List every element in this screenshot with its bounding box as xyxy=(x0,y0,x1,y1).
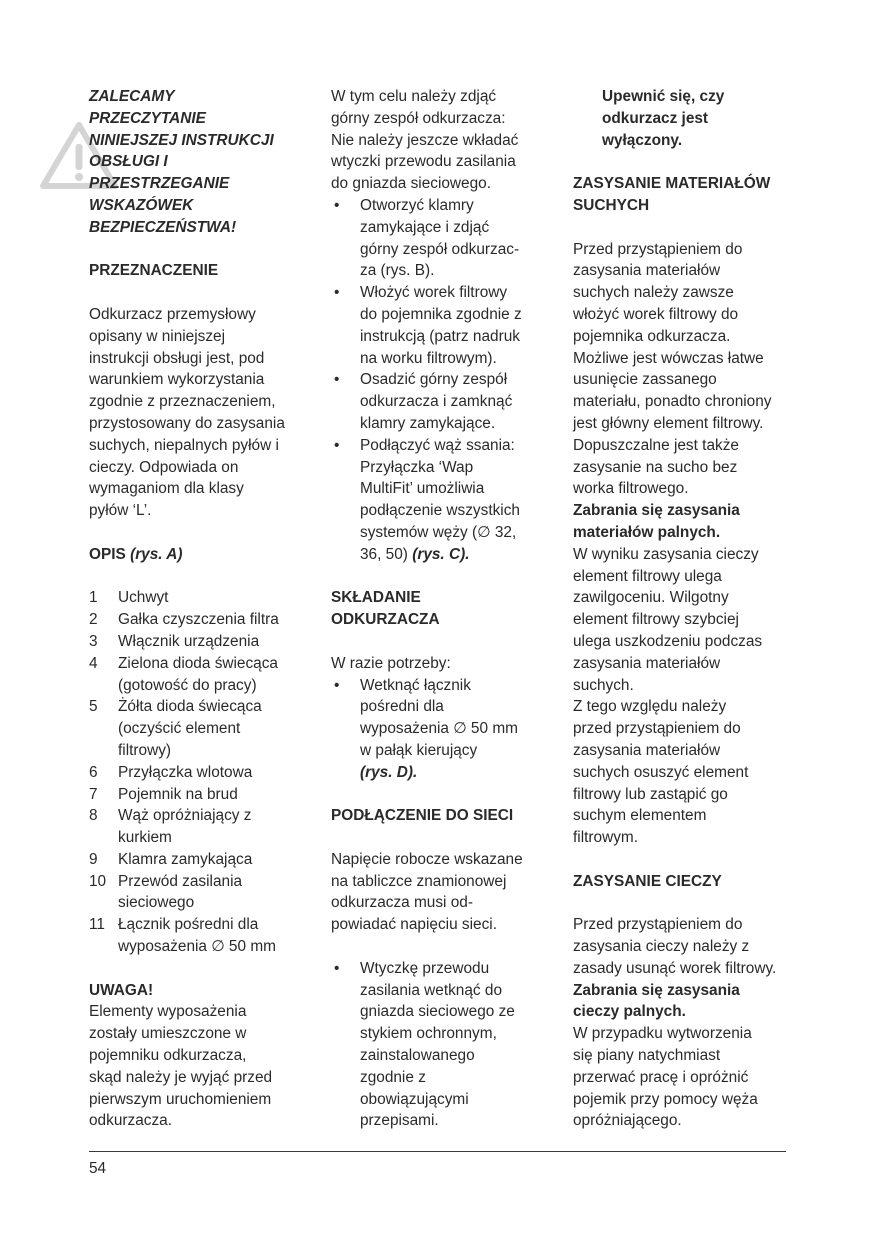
text-line: Nie należy jeszcze wkładać xyxy=(331,131,519,149)
text-line: zasysanie na sucho bez xyxy=(573,458,738,476)
dry-text-2 xyxy=(573,544,795,849)
text-line: PRZECZYTANIE xyxy=(89,109,206,127)
text-line: zainstalowanego xyxy=(360,1047,475,1065)
column-2 xyxy=(331,86,553,1132)
text-line: odkurzacza i zamknąć xyxy=(360,393,513,411)
text-line: wyłączony. xyxy=(602,131,683,149)
text-line: OBSŁUGI I xyxy=(89,153,168,171)
liquid-text-2 xyxy=(573,1023,795,1132)
warning-text xyxy=(89,1001,311,1132)
item-text xyxy=(118,696,311,761)
text-line: suchym elementem xyxy=(573,807,707,825)
page-number: 54 xyxy=(89,1160,107,1177)
text-line: Upewnić się, czy xyxy=(602,88,725,105)
text-line: element filtrowy ulega xyxy=(573,567,722,585)
text-line: stykiem ochronnym, xyxy=(360,1025,497,1043)
text-line: W wyniku zasysania cieczy xyxy=(573,545,759,563)
text-line: zgodnie z przeznaczeniem, xyxy=(89,393,276,411)
text-line: suchych należy zawsze xyxy=(573,284,734,302)
list-item xyxy=(331,282,553,369)
text-line: Osadzić górny zespół xyxy=(360,371,508,389)
text-line: systemów węży (∅ 32, xyxy=(360,523,517,541)
text-line: Wąż opróżniający z xyxy=(118,807,252,825)
item-text xyxy=(118,914,311,958)
text-line: na worku filtrowym). xyxy=(360,349,497,367)
item-text xyxy=(118,653,311,697)
text-line: skąd należy je wyjąć przed xyxy=(89,1068,273,1086)
figure-ref: (rys. C). xyxy=(412,545,470,563)
list-item xyxy=(89,871,311,915)
bullet-text xyxy=(360,369,553,434)
item-number: 3 xyxy=(89,632,98,650)
list-item xyxy=(89,914,311,958)
text-line: Podłączyć wąż ssania: xyxy=(360,436,515,454)
item-number: 11 xyxy=(89,916,105,934)
text-line: BEZPIECZEŃSTWA! xyxy=(89,218,237,236)
text-line: Uchwyt xyxy=(118,589,169,607)
text-line: suchych, niepalnych pyłów i xyxy=(89,436,279,454)
text-line: zasysania materiałów xyxy=(573,654,721,672)
text-line: Przed przystąpieniem do xyxy=(573,916,743,934)
text-line: zgodnie z xyxy=(360,1068,426,1086)
footer-divider xyxy=(89,1151,786,1152)
text-line: włożyć worek filtrowy do xyxy=(573,305,739,323)
text-line: Zabrania się zasysania xyxy=(573,502,740,520)
text-line: suchych. xyxy=(573,676,634,694)
item-text xyxy=(118,587,311,609)
item-number: 5 xyxy=(89,698,98,716)
text-line: Wtyczkę przewodu xyxy=(360,959,490,977)
list-item xyxy=(331,958,553,1132)
purpose-text xyxy=(89,304,311,522)
text-line: filtrowym. xyxy=(573,829,638,847)
column-3 xyxy=(573,86,795,1132)
text-line: podłączenie wszystkich xyxy=(360,502,520,520)
text-line: Łącznik pośredni dla xyxy=(118,916,259,934)
text-line: w pałąk kierujący xyxy=(360,741,478,759)
text-line: Z tego względu należy xyxy=(573,698,727,716)
text-line: do pojemnika zgodnie z xyxy=(360,305,522,323)
text-line: wtyczki przewodu zasilania xyxy=(331,153,516,171)
text-line: zostały umieszczone w xyxy=(89,1025,247,1043)
text-line: na tabliczce znamionowej xyxy=(331,872,507,890)
item-text xyxy=(118,805,311,849)
list-item xyxy=(89,587,311,609)
text-line: cieczy. Odpowiada on xyxy=(89,458,239,476)
list-item xyxy=(89,653,311,697)
text-line: cieczy palnych. xyxy=(573,1003,686,1021)
list-item xyxy=(331,675,553,784)
text-line: suchych osuszyć element xyxy=(573,763,749,781)
text-line: przerwać pracę i opróżnić xyxy=(573,1068,749,1086)
text-line: zawilgoceniu. Wilgotny xyxy=(573,589,729,607)
power-text xyxy=(331,849,553,936)
list-item xyxy=(89,805,311,849)
text-line: zamykające i zdjąć xyxy=(360,218,490,236)
text-line: do gniazda sieciowego. xyxy=(331,175,492,193)
text-line: materiałów palnych. xyxy=(573,523,721,541)
item-number: 7 xyxy=(89,785,98,803)
text-line: przystosowany do zasysania xyxy=(89,414,285,432)
list-item xyxy=(89,696,311,761)
text-line: NINIEJSZEJ INSTRUKCJI xyxy=(89,131,274,149)
item-text xyxy=(118,784,311,806)
bullet-text xyxy=(360,282,553,369)
text-line: ZALECAMY xyxy=(89,88,175,105)
item-text xyxy=(118,631,311,653)
list-item xyxy=(89,609,311,631)
list-item xyxy=(89,631,311,653)
text-line: W tym celu należy zdjąć xyxy=(331,88,497,105)
bullet-icon: • xyxy=(334,371,340,389)
item-number: 8 xyxy=(89,807,98,825)
text-line: pierwszym uruchomieniem xyxy=(89,1090,272,1108)
bullet-icon: • xyxy=(334,676,340,694)
text-line: Włożyć worek filtrowy xyxy=(360,284,508,302)
text-line: ulega uszkodzeniu podczas xyxy=(573,632,763,650)
text-line: zasysania materiałów xyxy=(573,741,721,759)
text-line: zasady usunąć worek filtrowy. xyxy=(573,959,777,977)
description-heading: OPIS (rys. A) xyxy=(89,545,183,563)
text-line: Odkurzacz przemysłowy xyxy=(89,305,256,323)
text-line: Elementy wyposażenia xyxy=(89,1003,247,1021)
bullet-icon: • xyxy=(334,436,340,454)
text-line: Wetknąć łącznik xyxy=(360,676,471,694)
list-item xyxy=(89,849,311,871)
text-line: pośredni dla xyxy=(360,698,444,716)
item-number: 4 xyxy=(89,654,98,672)
text-line: odkurzacza. xyxy=(89,1112,172,1130)
dry-warning xyxy=(573,500,795,544)
bullet-text xyxy=(360,195,553,282)
bullet-text xyxy=(360,435,553,566)
text-line: wymaganiom dla klasy xyxy=(89,480,244,498)
safety-intro xyxy=(89,86,311,239)
column-1 xyxy=(89,86,311,1132)
text-line: ODKURZACZA xyxy=(331,611,440,629)
assembly-bullet-list xyxy=(331,675,553,784)
text-line: Klamra zamykająca xyxy=(118,850,253,868)
list-item xyxy=(89,762,311,784)
text-line: pojemik przy pomocy węża xyxy=(573,1090,758,1108)
text-line: Włącznik urządzenia xyxy=(118,632,260,650)
item-number: 9 xyxy=(89,850,98,868)
text-line: SUCHYCH xyxy=(573,196,650,214)
power-bullet-text xyxy=(360,958,553,1132)
text-line: WSKAZÓWEK xyxy=(89,196,194,214)
text-line: SKŁADANIE xyxy=(331,589,421,607)
text-line: materiału, ponadto chroniony xyxy=(573,393,772,411)
power-bullet-list xyxy=(331,958,553,1132)
text-line: instrukcją (patrz nadruk xyxy=(360,327,520,345)
text-line: przepisami. xyxy=(360,1112,439,1130)
item-number: 1 xyxy=(89,589,98,607)
text-line: Gałka czyszczenia filtra xyxy=(118,611,279,629)
text-line: pojemniku odkurzacza, xyxy=(89,1047,247,1065)
text-line: klamry zamykające. xyxy=(360,414,496,432)
text-line: obowiązującymi xyxy=(360,1090,469,1108)
item-text xyxy=(118,849,311,871)
text-line: wyposażenia ∅ 50 mm xyxy=(360,720,518,738)
text-line: odkurzacza musi od- xyxy=(331,894,473,912)
text-line: W przypadku wytworzenia xyxy=(573,1025,752,1043)
top-text xyxy=(331,86,553,195)
item-text xyxy=(118,762,311,784)
text-line: sieciowego xyxy=(118,894,195,912)
text-line: wyposażenia ∅ 50 mm xyxy=(118,938,276,956)
text-line: (gotowość do pracy) xyxy=(118,676,257,694)
check-switched-off-text xyxy=(573,86,795,151)
dry-heading xyxy=(573,173,795,217)
text-line: Pojemnik na brud xyxy=(118,785,238,803)
text-line: (oczyścić element xyxy=(118,720,241,738)
text-line: zasilania wetknąć do xyxy=(360,981,503,999)
text-line: Żółta dioda świecąca xyxy=(118,698,262,716)
text-line: kurkiem xyxy=(118,829,172,847)
purpose-heading: PRZEZNACZENIE xyxy=(89,262,219,280)
text-line: filtrowy) xyxy=(118,741,172,759)
liquid-warning xyxy=(573,980,795,1024)
list-item xyxy=(331,435,553,566)
item-text xyxy=(118,871,311,915)
text-line: się piany natychmiast xyxy=(573,1047,721,1065)
text-line: 36, 50) (rys. C). xyxy=(360,545,470,563)
text-line: Przewód zasilania xyxy=(118,872,243,890)
text-line: górny zespół odkurzacza: xyxy=(331,109,506,127)
text-line: usunięcie zassanego xyxy=(573,371,717,389)
list-item xyxy=(89,784,311,806)
warning-heading: UWAGA! xyxy=(89,981,154,999)
text-line: Możliwe jest wówczas łatwe xyxy=(573,349,764,367)
text-line: gniazda sieciowego ze xyxy=(360,1003,515,1021)
liquid-heading: ZASYSANIE CIECZY xyxy=(573,872,722,890)
text-line: Przed przystąpieniem do xyxy=(573,240,743,258)
dry-text xyxy=(573,239,795,501)
text-line: Przyłączka wlotowa xyxy=(118,763,253,781)
text-line: Dopuszczalne jest także xyxy=(573,436,739,454)
text-line: opróżniającego. xyxy=(573,1112,682,1130)
text-line: PRZESTRZEGANIE xyxy=(89,175,230,193)
text-line: Zielona dioda świecąca xyxy=(118,654,278,672)
text-line: jest główny element filtrowy. xyxy=(573,414,764,432)
text-line: MultiFit’ umożliwia xyxy=(360,480,485,498)
text-line: Zabrania się zasysania xyxy=(573,981,740,999)
text-line: ZASYSANIE MATERIAŁÓW xyxy=(573,175,771,193)
list-item xyxy=(331,369,553,434)
text-line: Otworzyć klamry xyxy=(360,196,474,214)
list-item xyxy=(331,195,553,282)
bullet-icon: • xyxy=(334,284,340,302)
text-line: przed przystąpieniem do xyxy=(573,720,741,738)
text-line: odkurzacz jest xyxy=(602,109,709,127)
parts-list xyxy=(89,587,311,958)
text-line: pojemnika odkurzacza. xyxy=(573,327,731,345)
liquid-text xyxy=(573,914,795,979)
bullet-icon: • xyxy=(334,959,340,977)
assembly-heading xyxy=(331,587,553,631)
text-line: pyłów ‘L’. xyxy=(89,502,152,520)
item-number: 6 xyxy=(89,763,98,781)
item-text xyxy=(118,609,311,631)
assembly-ref: (rys. D). xyxy=(360,763,418,781)
text-line: warunkiem wykorzystania xyxy=(89,371,265,389)
assembly-bullet-text xyxy=(360,675,553,762)
item-number: 10 xyxy=(89,872,107,890)
assembly-text: W razie potrzeby: xyxy=(331,654,451,672)
text-line: filtrowy lub zastąpić go xyxy=(573,785,728,803)
text-line: Przyłączka ‘Wap xyxy=(360,458,474,476)
text-line: opisany w niniejszej xyxy=(89,327,226,345)
text-line: powiadać napięciu sieci. xyxy=(331,916,497,934)
text-line: element filtrowy szybciej xyxy=(573,611,739,629)
bullet-icon: • xyxy=(334,196,340,214)
text-line: Napięcie robocze wskazane xyxy=(331,850,523,868)
text-line: górny zespół odkurzac- xyxy=(360,240,520,258)
text-line: worka filtrowego. xyxy=(573,480,689,498)
power-heading: PODŁĄCZENIE DO SIECI xyxy=(331,807,514,825)
text-line: instrukcji obsługi jest, pod xyxy=(89,349,265,367)
item-number: 2 xyxy=(89,611,98,629)
top-bullet-list xyxy=(331,195,553,566)
text-line: za (rys. B). xyxy=(360,262,435,280)
text-line: zasysania materiałów xyxy=(573,262,721,280)
text-line: zasysania cieczy należy z xyxy=(573,938,750,956)
